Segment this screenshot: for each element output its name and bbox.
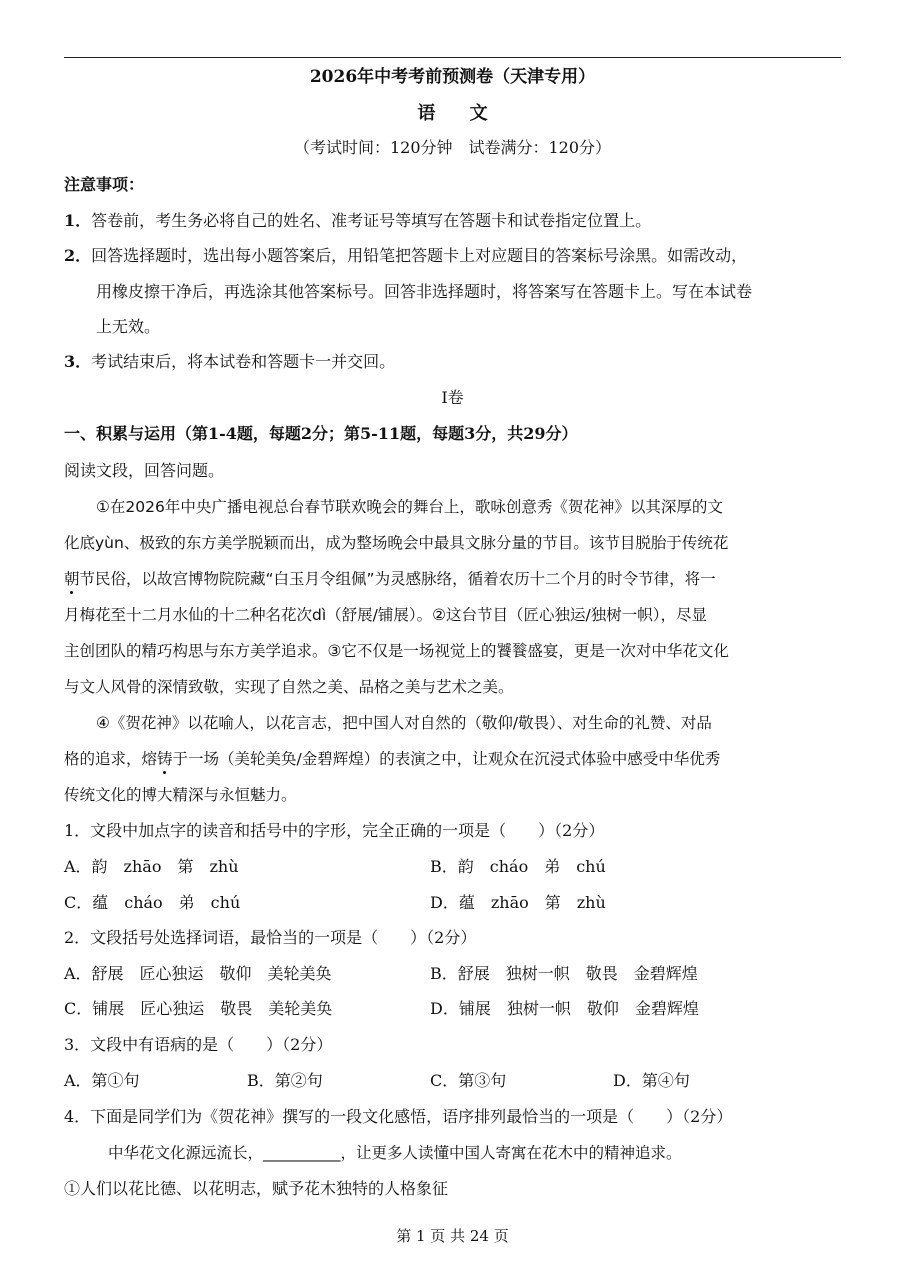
passage-p2-line-3: 传统文化的博大精深与永恒魅力。 <box>64 786 297 804</box>
header-rule <box>64 57 841 58</box>
notice-heading: 注意事项： <box>64 175 145 194</box>
q2-option-a: A．舒展 匠心独运 敬仰 美轮美奂 <box>64 964 332 983</box>
question-4-stem: 中华花文化源远流长，__________，让更多人读懂中国人寄寓在花木中的精神追求。 <box>108 1144 682 1162</box>
question-1: 1．文段中加点字的读音和括号中的字形，完全正确的一项是（ ）（2分） <box>64 821 605 840</box>
q1-option-c: C．蕴 cháo 弟 chú <box>64 893 241 912</box>
q3-option-d: D．第④句 <box>613 1071 690 1090</box>
passage-p2-line-2-a: 格的追求，熔 <box>64 750 158 768</box>
exam-info: （考试时间：120分钟 试卷满分：120分） <box>293 138 612 157</box>
passage-p1-line-4: 月梅花至十二月水仙的十二种名花次dì（舒展/铺展）。②这台节目（匠心独运/独树一帜），尽显 <box>64 606 707 624</box>
notice-item-3 <box>64 351 395 373</box>
exam-title: 2026年中考考前预测卷（天津专用） <box>309 67 596 87</box>
passage-p1-line-3-rest: 节民俗，以故宫博物院院藏“白玉月令组佩”为灵感脉络，循着农历十二个月的时令节律，将一 <box>79 570 716 588</box>
q2-option-c: C．铺展 匠心独运 敬畏 美轮美奂 <box>64 999 333 1018</box>
reading-intro: 阅读文段，回答问题。 <box>64 461 225 480</box>
q1-option-d: D．蕴 zhāo 第 zhù <box>430 893 606 912</box>
question-4-item-1: ①人们以花比德、以花明志，赋予花木独特的人格象征 <box>64 1179 449 1198</box>
q1-option-a: A．韵 zhāo 第 zhù <box>64 857 239 876</box>
question-2: 2．文段括号处选择词语，最恰当的一项是（ ）（2分） <box>64 928 477 947</box>
subject-title: 语 文 <box>417 103 502 124</box>
q3-option-b: B．第②句 <box>247 1071 323 1090</box>
passage-p2-line-2 <box>64 748 720 770</box>
dotted-char-zhao: 朝 <box>64 570 80 588</box>
notice-item-2-line-3: 上无效。 <box>96 317 161 336</box>
passage-p2-line-2-c: 于一场（美轮美奂/金碧辉煌）的表演之中，让观众在沉浸式体验中感受中华优秀 <box>172 750 721 768</box>
notice-item-2-text-1: 回答选择题时，选出每小题答案后，用铅笔把答题卡上对应题目的答案标号涂黑。如需改动， <box>91 246 748 265</box>
passage-p1-line-6: 与文人风骨的深情致敬，实现了自然之美、品格之美与艺术之美。 <box>64 678 514 696</box>
q2-option-b: B．舒展 独树一帜 敬畏 金碧辉煌 <box>430 964 698 983</box>
notice-item-2-line-1 <box>64 245 747 267</box>
question-3: 3．文段中有语病的是（ ）（2分） <box>64 1035 333 1054</box>
notice-item-2-number: 2． <box>64 246 92 265</box>
q3-option-c: C．第③句 <box>430 1071 507 1090</box>
notice-item-1-number: 1． <box>64 211 92 230</box>
page-footer: 第 1 页 共 24 页 <box>396 1227 509 1245</box>
notice-item-1 <box>64 210 651 232</box>
notice-item-1-text: 答卷前，考生务必将自己的姓名、准考证号等填写在答题卡和试卷指定位置上。 <box>91 211 652 230</box>
notice-item-3-text: 考试结束后，将本试卷和答题卡一并交回。 <box>91 352 396 371</box>
q3-option-a: A．第①句 <box>64 1071 140 1090</box>
passage-p1-line-2: 化底yùn、极致的东方美学脱颖而出，成为整场晚会中最具文脉分量的节目。该节目脱胎于传统花 <box>64 534 729 552</box>
question-4: 4．下面是同学们为《贺花神》撰写的一段文化感悟，语序排列最恰当的一项是（ ）（2分） <box>64 1107 733 1126</box>
part-label: Ⅰ卷 <box>441 388 464 407</box>
q2-option-d: D．铺展 独树一帜 敬仰 金碧辉煌 <box>430 999 699 1018</box>
section-1-heading: 一、积累与运用（第1-4题，每题2分；第5-11题，每题3分，共29分） <box>64 424 578 443</box>
notice-item-3-number: 3． <box>64 352 92 371</box>
q1-option-b: B．韵 cháo 弟 chú <box>430 857 606 876</box>
passage-p1-line-5: 主创团队的精巧构思与东方美学追求。③它不仅是一场视觉上的饕餮盛宴，更是一次对中华花文化 <box>64 642 729 660</box>
notice-item-2-line-2: 用橡皮擦干净后，再选涂其他答案标号。回答非选择题时，将答案写在答题卡上。写在本试卷 <box>96 282 753 301</box>
passage-p1-line-1: ①在2026年中央广播电视总台春节联欢晚会的舞台上，歌咏创意秀《贺花神》以其深厚的文 <box>96 498 723 516</box>
passage-p1-line-3 <box>64 568 716 590</box>
passage-p2-line-1: ④《贺花神》以花喻人，以花言志，把中国人对自然的（敬仰/敬畏）、对生命的礼赞、对品 <box>96 714 712 732</box>
dotted-char-zhu: 铸 <box>157 750 173 768</box>
